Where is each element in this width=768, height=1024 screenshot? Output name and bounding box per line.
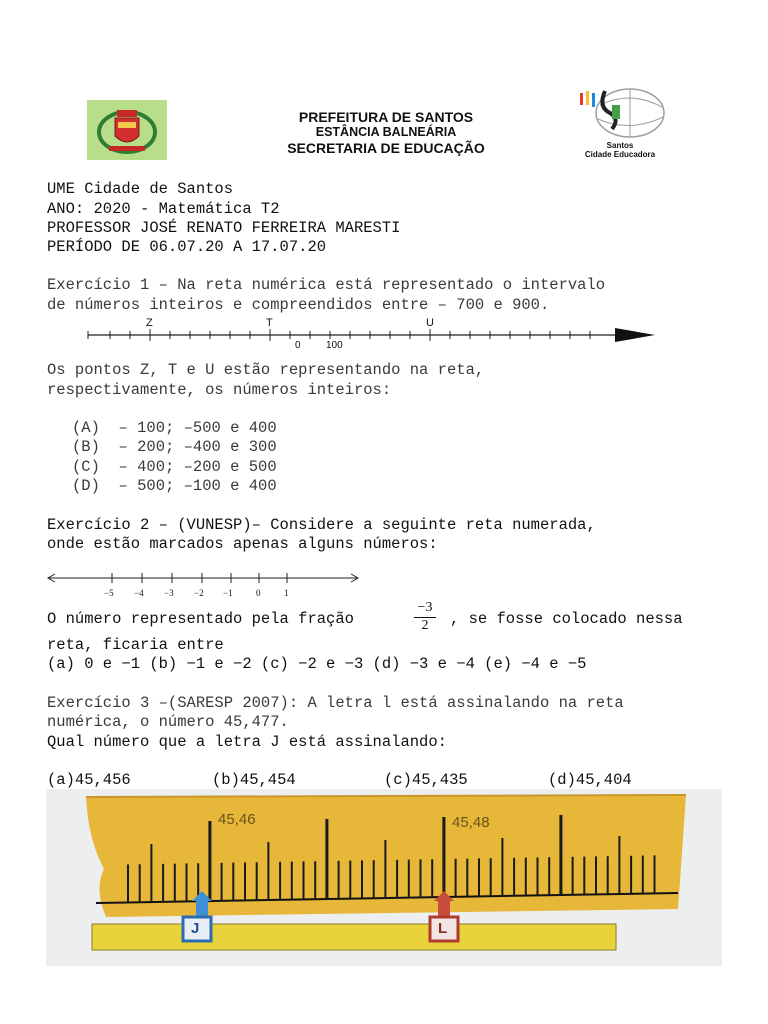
ex2-question-before: O número representado pela fração bbox=[47, 610, 354, 628]
ex1-option-b: (B) – 200; –400 e 300 bbox=[72, 438, 277, 456]
ex1-option-c: (C) – 400; –200 e 500 bbox=[72, 458, 277, 476]
info-line-3: PROFESSOR JOSÉ RENATO FERREIRA MARESTI bbox=[47, 219, 401, 237]
ex1-statement-line-2: de números inteiros e compreendidos entre – 700 e 900. bbox=[47, 296, 550, 314]
tick-label: −1 bbox=[223, 588, 233, 598]
tick-label: 1 bbox=[284, 588, 289, 598]
ex3-option-b: (b)45,454 bbox=[212, 771, 296, 789]
hundred-label: 100 bbox=[326, 340, 343, 351]
point-z-label: Z bbox=[146, 317, 153, 329]
ex3-question: Qual número que a letra J está assinalando: bbox=[47, 733, 447, 751]
marker-l: L bbox=[438, 920, 448, 937]
ex1-number-line bbox=[80, 314, 660, 354]
ex3-statement-line-2: numérica, o número 45,477. bbox=[47, 713, 289, 731]
ex2-answers: (a) 0 e −1 (b) −1 e −2 (c) −2 e −3 (d) −3 e −4 (e) −4 e −5 bbox=[47, 655, 587, 673]
tick-label: −3 bbox=[164, 588, 174, 598]
fraction-denominator: 2 bbox=[421, 618, 429, 633]
tick-label: −2 bbox=[194, 588, 204, 598]
right-logo-line-1: Santos bbox=[606, 141, 634, 150]
ex2-statement-line-2: onde estão marcados apenas alguns números: bbox=[47, 535, 438, 553]
ex3-option-a: (a)45,456 bbox=[47, 771, 131, 789]
info-line-1: UME Cidade de Santos bbox=[47, 180, 234, 198]
ex2-number-line bbox=[45, 568, 365, 602]
fraction bbox=[412, 600, 438, 634]
marker-j: J bbox=[191, 920, 200, 937]
ex1-option-a: (A) – 100; –500 e 400 bbox=[72, 419, 277, 437]
ruler-label-1: 45,46 bbox=[218, 811, 256, 828]
fraction-numerator: −3 bbox=[417, 600, 433, 615]
ex3-option-c: (c)45,435 bbox=[384, 771, 468, 789]
ex1-question-line-2: respectivamente, os números inteiros: bbox=[47, 381, 392, 399]
point-t-label: T bbox=[266, 317, 273, 329]
ex3-statement-line-1: Exercício 3 –(SARESP 2007): A letra l está assinalando na reta bbox=[47, 694, 624, 712]
ex1-question-line-1: Os pontos Z, T e U estão representando na reta, bbox=[47, 361, 485, 379]
tick-label: −4 bbox=[134, 588, 144, 598]
header-line-3: SECRETARIA DE EDUCAÇÃO bbox=[287, 140, 485, 156]
info-line-4: PERÍODO DE 06.07.20 A 17.07.20 bbox=[47, 238, 327, 256]
info-line-2: ANO: 2020 - Matemática T2 bbox=[47, 200, 280, 218]
ruler-image bbox=[46, 789, 722, 966]
ex1-option-d: (D) – 500; –100 e 400 bbox=[72, 477, 277, 495]
ruler-label-2: 45,48 bbox=[452, 814, 490, 831]
santos-cidade-educadora-logo bbox=[570, 85, 670, 160]
ex2-question-after: , se fosse colocado nessa bbox=[450, 610, 683, 628]
ex3-option-d: (d)45,404 bbox=[548, 771, 632, 789]
tick-label: −5 bbox=[104, 588, 114, 598]
ex2-statement-line-1: Exercício 2 – (VUNESP)– Considere a seguinte reta numerada, bbox=[47, 516, 596, 534]
zero-label: 0 bbox=[295, 340, 301, 351]
coat-of-arms-logo bbox=[87, 100, 167, 160]
header-line-1: PREFEITURA DE SANTOS bbox=[298, 109, 474, 125]
header-line-2: ESTÂNCIA BALNEÁRIA bbox=[315, 125, 457, 139]
ex1-statement-line-1: Exercício 1 – Na reta numérica está representado o intervalo bbox=[47, 276, 606, 294]
tick-label: 0 bbox=[256, 588, 261, 598]
right-logo-line-2: Cidade Educadora bbox=[584, 150, 656, 159]
ex2-question-line-2: reta, ficaria entre bbox=[47, 636, 224, 654]
point-u-label: U bbox=[426, 317, 434, 329]
